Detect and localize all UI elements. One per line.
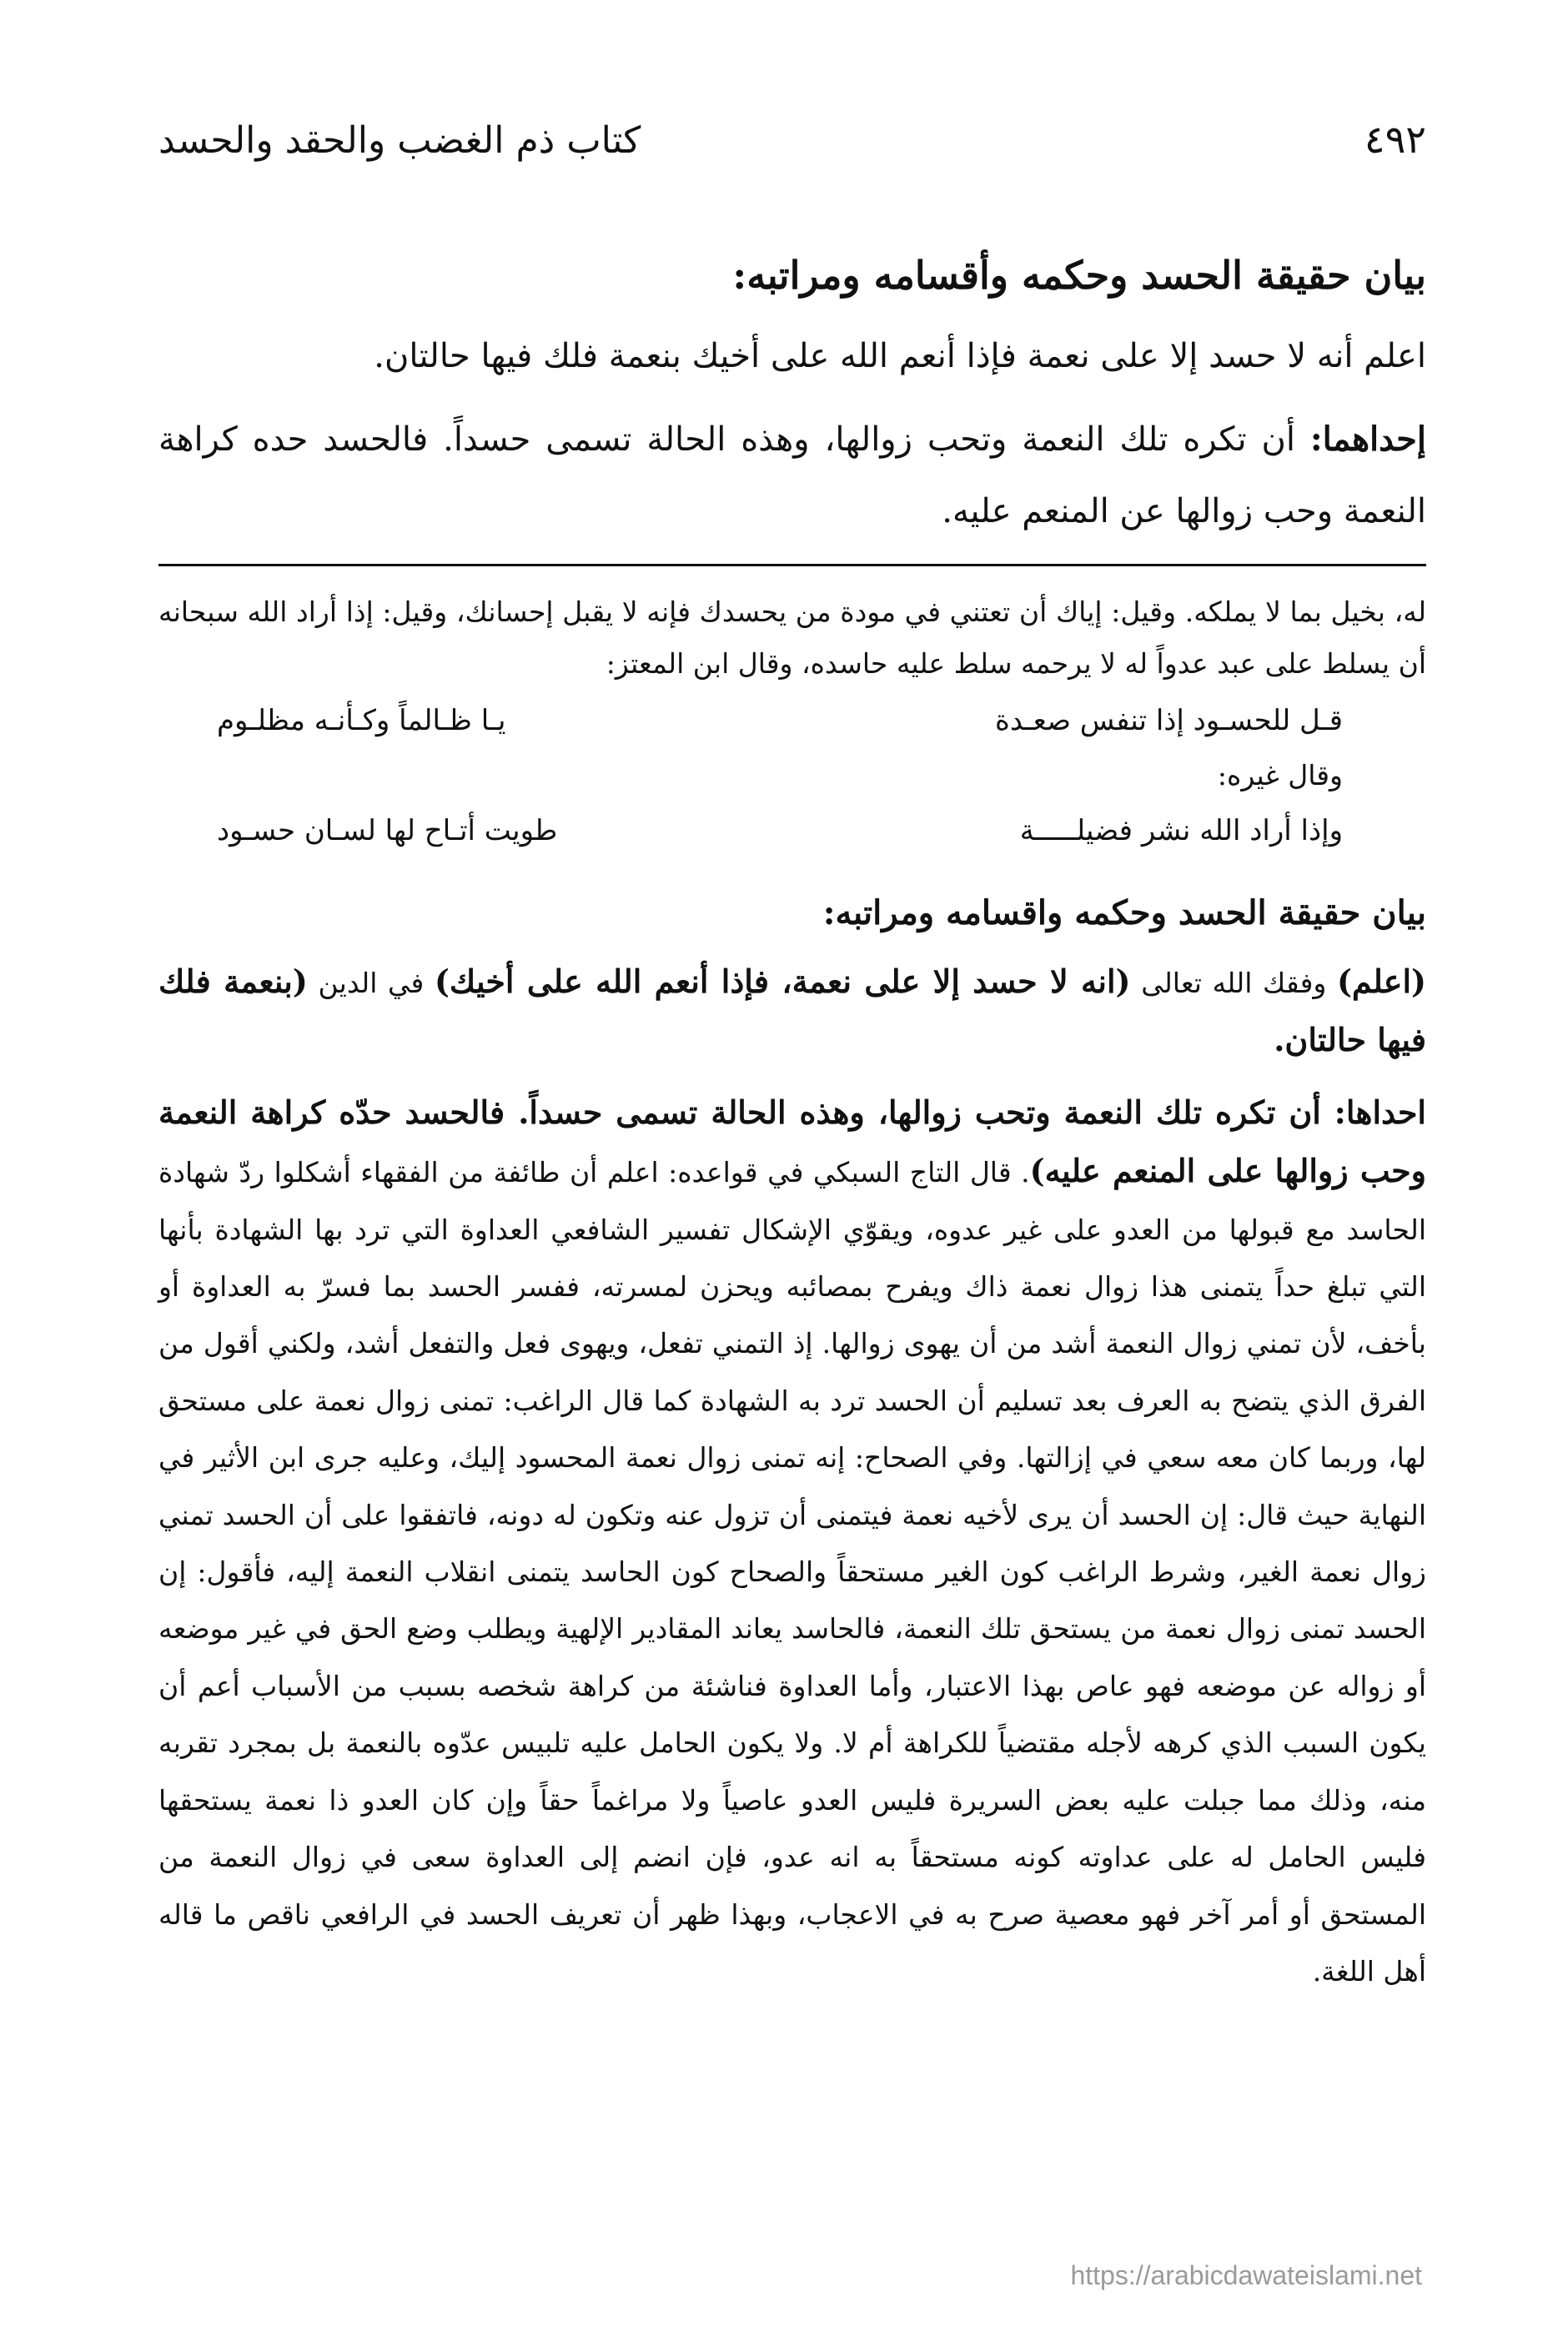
paragraph-lead: إحداهما:: [1309, 420, 1426, 459]
quoted-text: (اعلم): [1336, 962, 1426, 1000]
main-paragraph-2: [158, 404, 1426, 547]
verse-attribution: وقال غيره:: [1217, 759, 1343, 792]
verse-hemistich-second: طويت أتـاح لها لسـان حسـود: [217, 814, 558, 847]
watermark-url: https://arabicdawateislami.net: [1070, 2260, 1422, 2290]
commentary-text: في الدين: [307, 967, 435, 999]
verse-hemistich-first: قـل للحسـود إذا تنفس صعـدة: [995, 704, 1343, 737]
quoted-text: (بنعمة فلك فيها حالتان.: [158, 962, 1426, 1059]
quoted-text: (انه لا حسد إلا على نعمة، فإذا أنعم الله على أخيك): [434, 962, 1131, 1000]
quoted-text: احداها: أن تكره تلك النعمة وتحب زوالها، وهذه الحالة تسمى حسداً. فالحسد حدّه كراهة النعمة وحب زوالها على المنعم عليه): [158, 1093, 1426, 1190]
commentary: [158, 880, 1426, 2000]
footnote-paragraph: له، بخيل بما لا يملكه. وقيل: إياك أن تعتني في مودة من يحسدك فإنه لا يقبل إحسانك، وقيل: إذا أراد الله سبحانه أن يسلط على عبد عدواً له لا يرحمه سلط عليه حاسده، وقال ابن المعتز:: [158, 596, 1426, 680]
commentary-paragraph-1: [158, 953, 1426, 1071]
book-page: [158, 117, 1426, 2013]
page-number: ٤٩٢: [1364, 117, 1426, 162]
commentary-paragraph-2: [158, 1084, 1426, 2001]
main-text: [158, 242, 1426, 547]
paragraph-body: أن تكره تلك النعمة وتحب زوالها، وهذه الحالة تسمى حسداً. فالحسد حده كراهة النعمة وحب زوالها عن المنعم عليه.: [158, 420, 1426, 530]
verse-line: [158, 690, 1426, 751]
verse-hemistich-second: يـا ظـالماً وكـأنـه مظلـوم: [217, 704, 506, 737]
verse-line: [158, 800, 1426, 862]
commentary-heading: بيان حقيقة الحسد وحكمه واقسامه ومراتبه:: [822, 893, 1426, 932]
running-title: كتاب ذم الغضب والحقد والحسد: [158, 119, 641, 162]
main-paragraph-1: اعلم أنه لا حسد إلا على نعمة فإذا أنعم الله على أخيك بنعمة فلك فيها حالتان.: [374, 337, 1426, 375]
commentary-text: وفقك الله تعالى: [1130, 967, 1337, 999]
commentary-text: . قال التاج السبكي في قواعده: اعلم أن طائفة من الفقهاء أشكلوا ردّ شهادة الحاسد مع قبولها من العدو على غير عدوه، ويقوّي الإشكال تفسير الشافعي العداوة التي ترد بها الشهادة بأنها التي تبلغ حداً يتمنى هذا زوال نعمة ذاك ويفرح بمصائبه ويحزن لمسرته، ففسر الحسد بما فسرّ به العداوة أو بأخف، لأن تمني زوال النعمة أشد من أن يهوى زوالها. إذ التمني تفعل، ويهوى فعل والتفعل أشد، ولكني أقول من الفرق الذي يتضح به العرف بعد تسليم أن الحسد ترد به الشهادة كما قال الراغب: تمنى زوال نعمة على مستحق لها، وربما كان معه سعي في إزالتها. وفي الصحاح: إنه تمنى زوال نعمة المحسود إليك، وعليه جرى ابن الأثير في النهاية حيث قال: إن الحسد أن يرى لأخيه نعمة فيتمنى أن تزول عنه وتكون له دونه، فاتفقوا على أن الحسد تمني زوال نعمة الغير، وشرط الراغب كون الغير مستحقاً والصحاح كون الحاسد يتمنى انقلاب النعمة إليه، فأقول: إن الحسد تمنى زوال نعمة من يستحق تلك النعمة، فالحاسد يعاند المقادير الإلهية ويطلب وضع الحق في غير موضعه أو زواله عن موضعه فهو عاص بهذا الاعتبار، وأما العداوة فناشئة من كراهة شخصه بسبب من الأسباب أعم أن يكون السبب الذي كرهه لأجله مقتضياً للكراهة أم لا. ولا يكون الحامل عليه تلبيس عدّوه بالنعمة بل بمجرد تقربه منه، وذلك مما جبلت عليه بعض السريرة فليس العدو عاصياً ولا مراغماً حقاً وإن كان العدو ذا نعمة يستحقها فليس الحامل له على عداوته كونه مستحقاً به انه عدو، فإن انضم إلى العداوة سعى في زوال النعمة من المستحق أو أمر آخر فهو معصية صرح به في الاعجاب، وبهذا ظهر أن تعريف الحسد في الرافعي ناقص ما قاله أهل اللغة.: [158, 1156, 1426, 1988]
section-heading: بيان حقيقة الحسد وحكمه وأقسامه ومراتبه:: [732, 253, 1426, 298]
footnote: [158, 586, 1426, 862]
verse-hemistich-first: وإذا أراد الله نشر فضيلـــــة: [1019, 814, 1343, 847]
footnote-divider: [158, 564, 1426, 566]
page-header: [158, 117, 1426, 183]
